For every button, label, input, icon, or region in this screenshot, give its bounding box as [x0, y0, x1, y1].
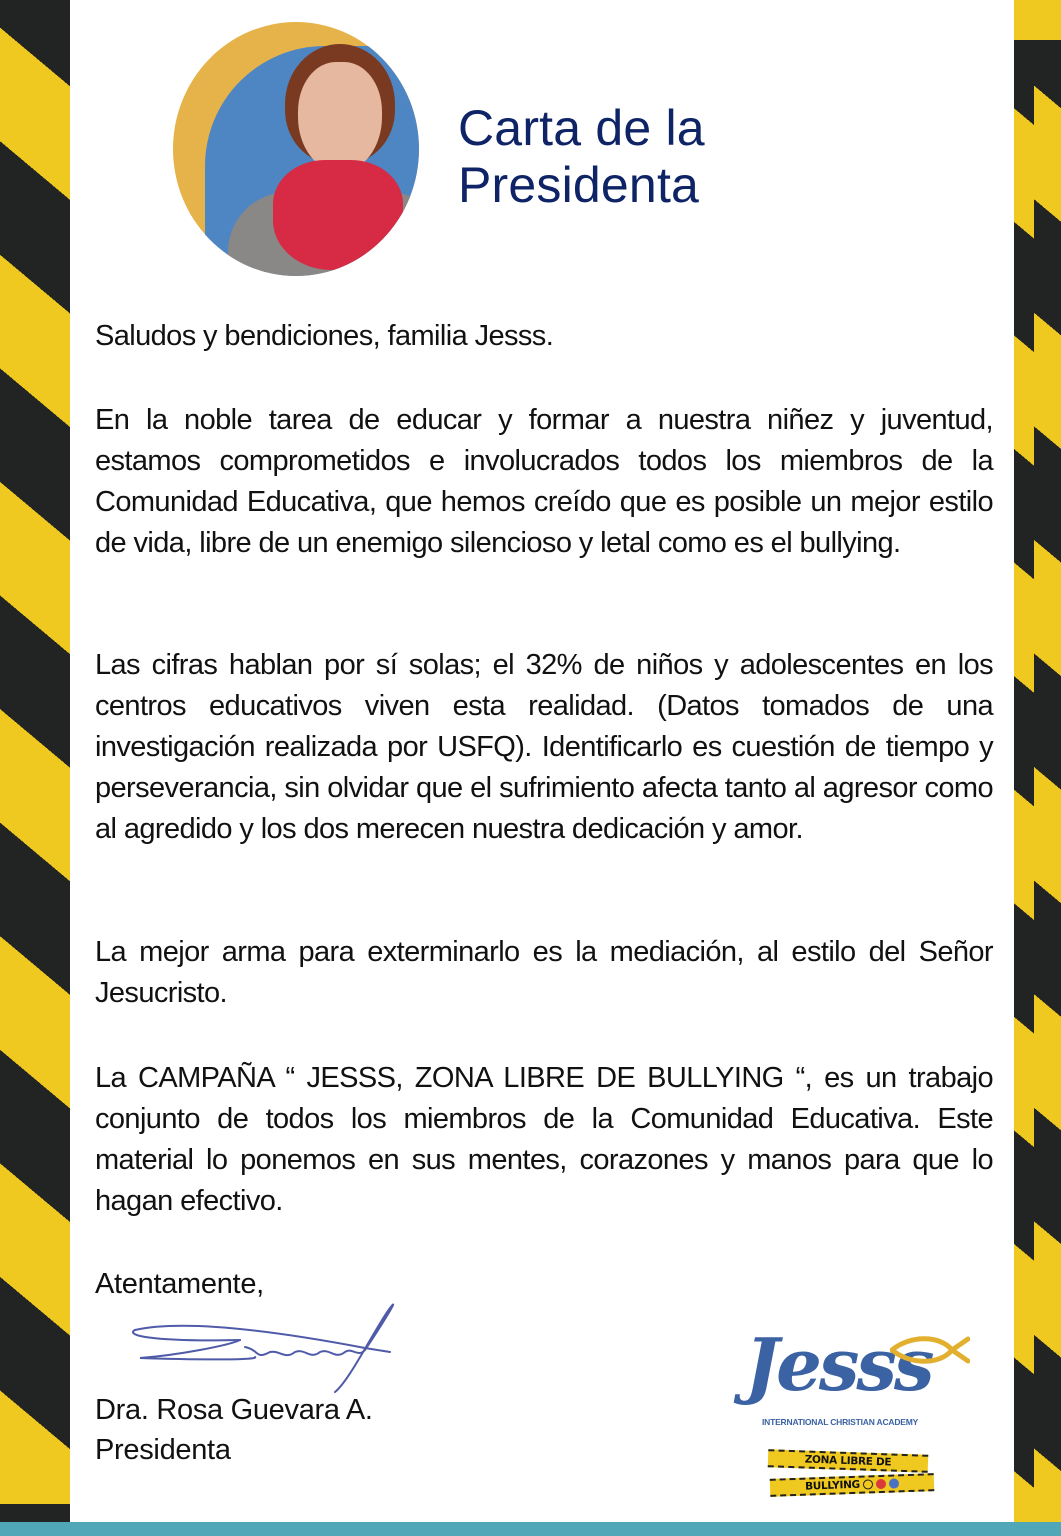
logo-wordmark: Jesss — [745, 1322, 932, 1407]
bullying-free-badge-line2 — [770, 1473, 935, 1497]
smiley-icon — [863, 1479, 873, 1489]
signature — [120, 1300, 410, 1395]
letter-paragraph: La mejor arma para exterminarlo es la mediación, al estilo del Señor Jesucristo. — [95, 936, 993, 1009]
letter-paragraph: En la noble tarea de educar y formar a nuestra niñez y juventud, estamos comprometidos e involucrados todos los miembros de la Comunidad Educativa, que hemos creído que es posible un mejor estilo de vida, libre de un enemigo silencioso y letal como es el bullying. — [95, 404, 993, 559]
president-portrait — [173, 22, 419, 276]
letter-paragraph: Las cifras hablan por sí solas; el 32% de niños y adolescentes en los centros educativos viven esta realidad. (Datos tomados de una investigación realizada por USFQ). Identificarlo es cuestión de tiempo y perseverancia, sin olvidar que el sufrimiento afecta tanto al agresor como al agredido y los dos merecen nuestra dedicación y amor. — [95, 649, 993, 845]
letter-greeting: Saludos y bendiciones, familia Jesss. — [95, 320, 554, 352]
badge-text-1: ZONA LIBRE DE — [804, 1453, 892, 1469]
logo-subtitle: INTERNATIONAL CHRISTIAN ACADEMY — [762, 1417, 919, 1427]
caution-stripe-right — [1014, 0, 1061, 1522]
title-line-1: Carta de la — [458, 100, 705, 156]
bottom-strip — [0, 1522, 1061, 1536]
heart-icon — [876, 1479, 886, 1489]
signer-block — [95, 1390, 373, 1470]
ichthys-fish-icon — [890, 1335, 970, 1365]
letter-closing: Atentamente, — [95, 1268, 264, 1300]
jesss-logo — [745, 1322, 975, 1435]
signer-name: Dra. Rosa Guevara A. — [95, 1394, 373, 1426]
bullying-free-badge-line1 — [768, 1449, 929, 1473]
signer-title: Presidenta — [95, 1434, 231, 1466]
title-line-2: Presidenta — [458, 157, 700, 213]
page-title — [458, 100, 705, 214]
thumbs-up-icon — [889, 1478, 899, 1488]
badge-text-2: BULLYING — [804, 1478, 861, 1493]
portrait-face — [298, 62, 382, 172]
caution-stripe-left — [0, 0, 70, 1522]
letter-paragraph: La CAMPAÑA “ JESSS, ZONA LIBRE DE BULLYING “, es un trabajo conjunto de todos los miembros de la Comunidad Educativa. Este material lo ponemos en sus mentes, corazones y manos para que lo hagan efectivo. — [95, 1062, 993, 1217]
portrait-scarf — [273, 160, 403, 270]
